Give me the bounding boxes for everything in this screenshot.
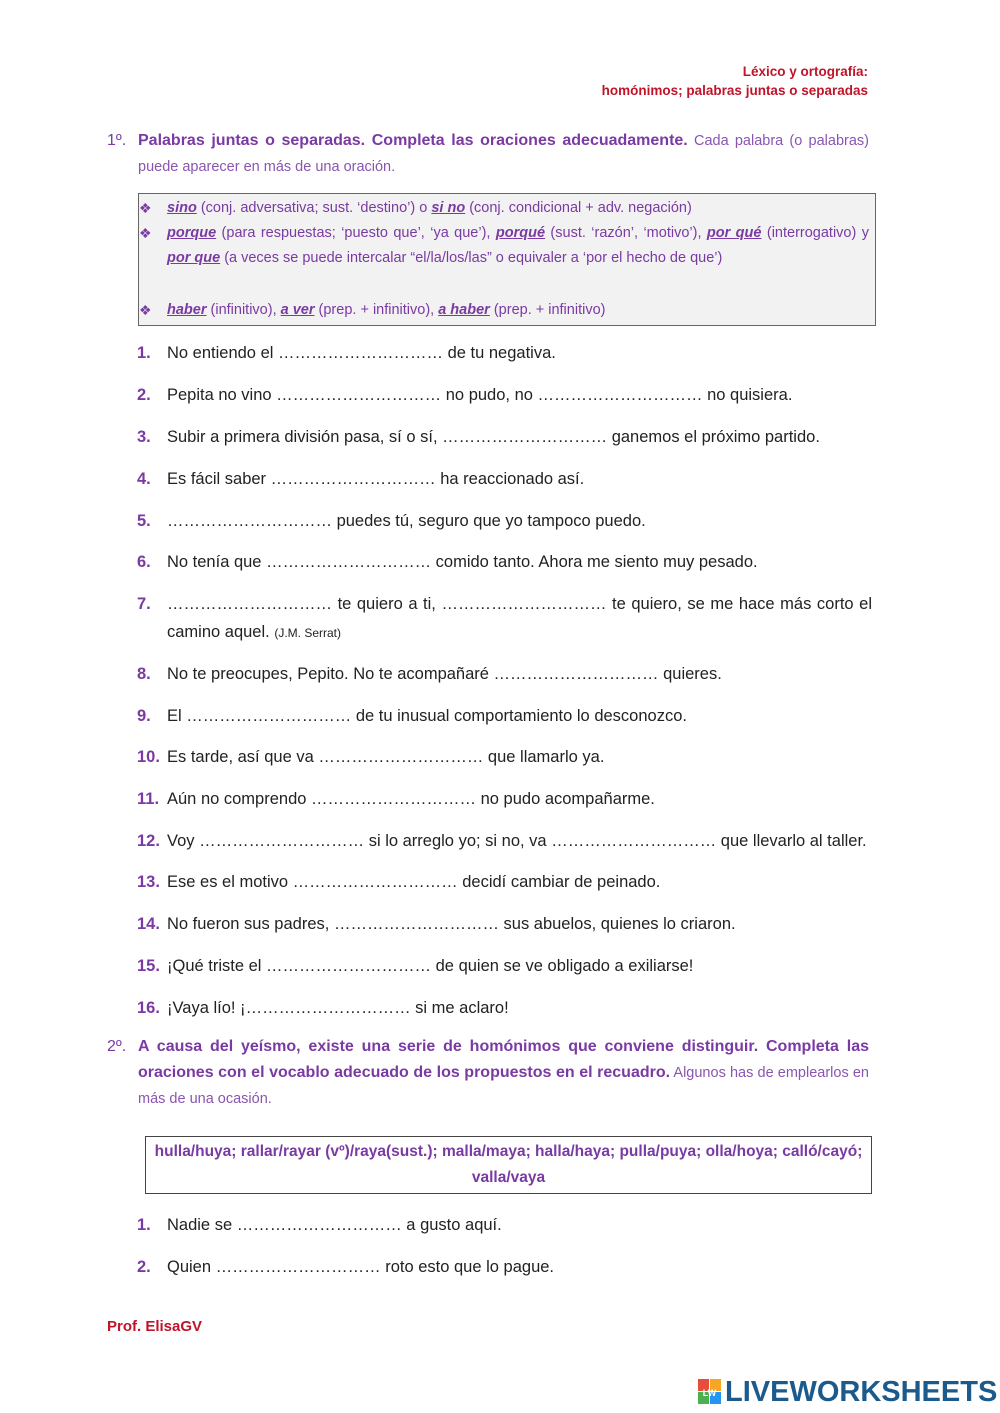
item-number: 15. [137, 957, 160, 975]
rule-keyword: haber [167, 302, 207, 318]
sentence-text: ha reaccionado así. [435, 470, 585, 488]
section-2-note: Algunos has de emplearlos en más de una ocasión. [138, 1065, 869, 1107]
answer-blank[interactable]: ………………………… [236, 1216, 402, 1234]
answer-blank[interactable]: ………………………… [333, 915, 499, 933]
rule-keyword: a haber [438, 302, 490, 318]
sentence-text: no pudo, no [441, 386, 538, 404]
answer-blank[interactable]: ………………………… [493, 665, 659, 683]
answer-blank[interactable]: ………………………… [266, 957, 432, 975]
item-number: 13. [137, 873, 160, 891]
exercise-item [137, 423, 872, 451]
rule-item [139, 196, 869, 221]
item-sentence [167, 548, 872, 576]
item-number: 11. [137, 790, 160, 808]
section-2-number: 2º. [107, 1038, 127, 1055]
rule-keyword: a ver [280, 302, 315, 318]
sentence-text: Aún no comprendo [167, 790, 312, 808]
exercise-item [137, 743, 872, 771]
rule-explanation: ( [465, 200, 475, 216]
exercise-item [137, 381, 872, 409]
item-sentence [167, 827, 872, 855]
answer-blank[interactable]: ………………………… [270, 470, 436, 488]
section-1-note: Cada palabra (o palabras) puede aparecer en más de una oración. [138, 133, 869, 175]
section-1-title [107, 128, 869, 180]
item-sentence [167, 423, 872, 451]
sentence-text: Nadie se [167, 1216, 237, 1234]
rule-keyword: porqué [495, 225, 546, 241]
rule-item [139, 221, 869, 271]
rule-explanation: conj. condicional + adv. negación) [474, 200, 692, 216]
rule-explanation: (sust. ‘razón’, ‘motivo’), [545, 225, 707, 241]
exercise-item [137, 952, 872, 980]
sentence-text: que llamarlo ya. [483, 748, 605, 766]
citation: (J.M. Serrat) [274, 626, 341, 640]
rule-item [139, 298, 869, 323]
item-number: 2. [137, 386, 151, 404]
item-sentence [167, 785, 872, 813]
item-sentence [167, 1253, 872, 1281]
item-sentence [167, 702, 872, 730]
sentence-text: decidí cambiar de peinado. [457, 873, 661, 891]
logo-wordmark: LIVEWORKSHEETS [725, 1376, 998, 1408]
rule-explanation: (infinitivo), [206, 302, 281, 318]
diamond-bullet-icon: ❖ [139, 225, 152, 241]
answer-blank[interactable]: ………………………… [441, 595, 607, 613]
section-1-number: 1º. [107, 132, 127, 149]
answer-blank[interactable]: ………………………… [311, 790, 477, 808]
item-number: 8. [137, 665, 151, 683]
rules-box [138, 193, 876, 326]
sentence-text: Voy [167, 832, 200, 850]
rule-keyword: por qué [706, 225, 762, 241]
sentence-text: roto esto que lo pague. [380, 1258, 555, 1276]
item-sentence [167, 994, 872, 1022]
item-sentence [167, 910, 872, 938]
diamond-bullet-icon: ❖ [139, 200, 152, 216]
sentence-text: quieres. [658, 665, 722, 683]
exercise-item [137, 702, 872, 730]
item-number: 10. [137, 748, 160, 766]
item-sentence [167, 590, 872, 647]
exercise-item [137, 1211, 872, 1239]
answer-blank[interactable]: ………………………… [551, 832, 717, 850]
exercise-item [137, 827, 872, 855]
exercise-item [137, 507, 872, 535]
item-sentence [167, 868, 872, 896]
item-number: 1. [137, 344, 151, 362]
item-number: 2. [137, 1258, 151, 1276]
sentence-text: El [167, 707, 187, 725]
answer-blank[interactable]: ………………………… [442, 428, 608, 446]
answer-blank[interactable]: ………………………… [318, 748, 484, 766]
section-2-title [107, 1034, 869, 1112]
word-box: hulla/huya; rallar/rayar (vº)/raya(sust.); malla/maya; halla/haya; pulla/puya; olla/hoya; calló/cayó; valla/vaya [145, 1136, 872, 1194]
sentence-text: puedes tú, seguro que yo tampoco puedo. [332, 512, 646, 530]
sentence-text: Subir a primera división pasa, sí o sí, [167, 428, 443, 446]
sentence-text: No te preocupes, Pepito. No te acompañaré [167, 665, 494, 683]
logo-mark-icon [698, 1379, 722, 1405]
answer-blank[interactable]: ………………………… [266, 553, 432, 571]
answer-blank[interactable]: ………………………… [245, 999, 411, 1017]
sentence-text: No tenía que [167, 553, 267, 571]
author-footer: Prof. ElisaGV [107, 1318, 203, 1335]
logo-mark-letters: LW [702, 1388, 717, 1398]
rule-text [167, 221, 869, 271]
sentence-text: te quiero, se me hace más corto el camino aquel. [167, 595, 872, 641]
sentence-text: No fueron sus padres, [167, 915, 334, 933]
sentence-text: Ese es el motivo [167, 873, 293, 891]
rule-keyword: si no [431, 200, 466, 216]
exercise-item [137, 1253, 872, 1281]
item-sentence [167, 952, 872, 980]
header-line-2: homónimos; palabras juntas o separadas [601, 83, 868, 98]
exercise-item [137, 994, 872, 1022]
sentence-text: sus abuelos, quienes lo criaron. [498, 915, 736, 933]
rule-keyword: por que [167, 250, 221, 266]
sentence-text: Quien [167, 1258, 216, 1276]
answer-blank[interactable]: ………………………… [537, 386, 703, 404]
item-sentence [167, 339, 872, 367]
answer-blank[interactable]: ………………………… [292, 873, 458, 891]
item-number: 3. [137, 428, 151, 446]
answer-blank[interactable]: ………………………… [215, 1258, 381, 1276]
answer-blank[interactable]: ………………………… [167, 595, 332, 613]
sentence-text: ¡Vaya lío! ¡ [167, 999, 246, 1017]
page-header [602, 62, 868, 100]
item-number: 6. [137, 553, 151, 571]
sentence-text: Es fácil saber [167, 470, 271, 488]
exercise-item [137, 465, 872, 493]
header-line-1: Léxico y ortografía: [742, 64, 868, 79]
answer-blank[interactable]: ………………………… [276, 386, 442, 404]
rule-explanation: (prep. + infinitivo) [489, 302, 606, 318]
sentence-text: Pepita no vino [167, 386, 277, 404]
item-sentence [167, 743, 872, 771]
rule-explanation: (prep. + infinitivo), [314, 302, 439, 318]
exercise-item [137, 785, 872, 813]
item-sentence [167, 1211, 872, 1239]
sentence-text: ganemos el próximo partido. [607, 428, 820, 446]
sentence-text: a gusto aquí. [401, 1216, 502, 1234]
rule-explanation: (a veces se puede intercalar “el/la/los/las” o equivaler a ‘por el hecho de que’) [220, 250, 723, 266]
exercise-item [137, 660, 872, 688]
exercise-item [137, 339, 872, 367]
sentence-text: Es tarde, así que va [167, 748, 319, 766]
rule-text [167, 298, 869, 323]
diamond-bullet-icon: ❖ [139, 302, 152, 318]
item-sentence [167, 465, 872, 493]
rule-explanation: (conj. adversativa; sust. ‘destino’) o [196, 200, 432, 216]
rule-explanation: (interrogativo) y [761, 225, 869, 241]
item-number: 12. [137, 832, 160, 850]
section-2-instruction: A causa del yeísmo, existe una serie de homónimos que conviene distinguir. Completa las oraciones con el vocablo adecuado de los propuestos en el recuadro. [138, 1038, 869, 1081]
answer-blank[interactable]: ………………………… [278, 344, 443, 362]
rule-explanation: (para respuestas; ‘puesto que’, ‘ya que’), [216, 225, 496, 241]
sentence-text: que llevarlo al taller. [716, 832, 867, 850]
sentence-text: de tu inusual comportamiento lo desconozco. [351, 707, 687, 725]
rule-text [167, 196, 869, 221]
sentence-text: no pudo acompañarme. [476, 790, 655, 808]
item-number: 16. [137, 999, 160, 1017]
sentence-text: de quien se ve obligado a exiliarse! [431, 957, 694, 975]
item-number: 7. [137, 595, 151, 613]
sentence-text: comido tanto. Ahora me siento muy pesado. [431, 553, 758, 571]
item-sentence [167, 381, 872, 409]
item-number: 5. [137, 512, 151, 530]
item-number: 9. [137, 707, 151, 725]
item-number: 14. [137, 915, 160, 933]
item-number: 4. [137, 470, 151, 488]
sentence-text: ¡Qué triste el [167, 957, 267, 975]
sentence-text: de tu negativa. [443, 344, 556, 362]
exercise-item [137, 868, 872, 896]
sentence-text: si me aclaro! [410, 999, 509, 1017]
exercise-item [137, 590, 872, 647]
answer-blank[interactable]: ………………………… [167, 512, 332, 530]
item-sentence [167, 660, 872, 688]
sentence-text: No entiendo el [167, 344, 278, 362]
item-number: 1. [137, 1216, 151, 1234]
rule-keyword: porque [167, 225, 217, 241]
rule-keyword: sino [167, 200, 197, 216]
answer-blank[interactable]: ………………………… [186, 707, 352, 725]
answer-blank[interactable]: ………………………… [199, 832, 365, 850]
exercise-item [137, 548, 872, 576]
item-sentence [167, 507, 872, 535]
sentence-text: si lo arreglo yo; si no, va [364, 832, 552, 850]
sentence-text: te quiero a ti, [332, 595, 442, 613]
exercise-item [137, 910, 872, 938]
section-1-instruction: Palabras juntas o separadas. Completa las oraciones adecuadamente. [138, 132, 688, 149]
sentence-text: no quisiera. [702, 386, 793, 404]
